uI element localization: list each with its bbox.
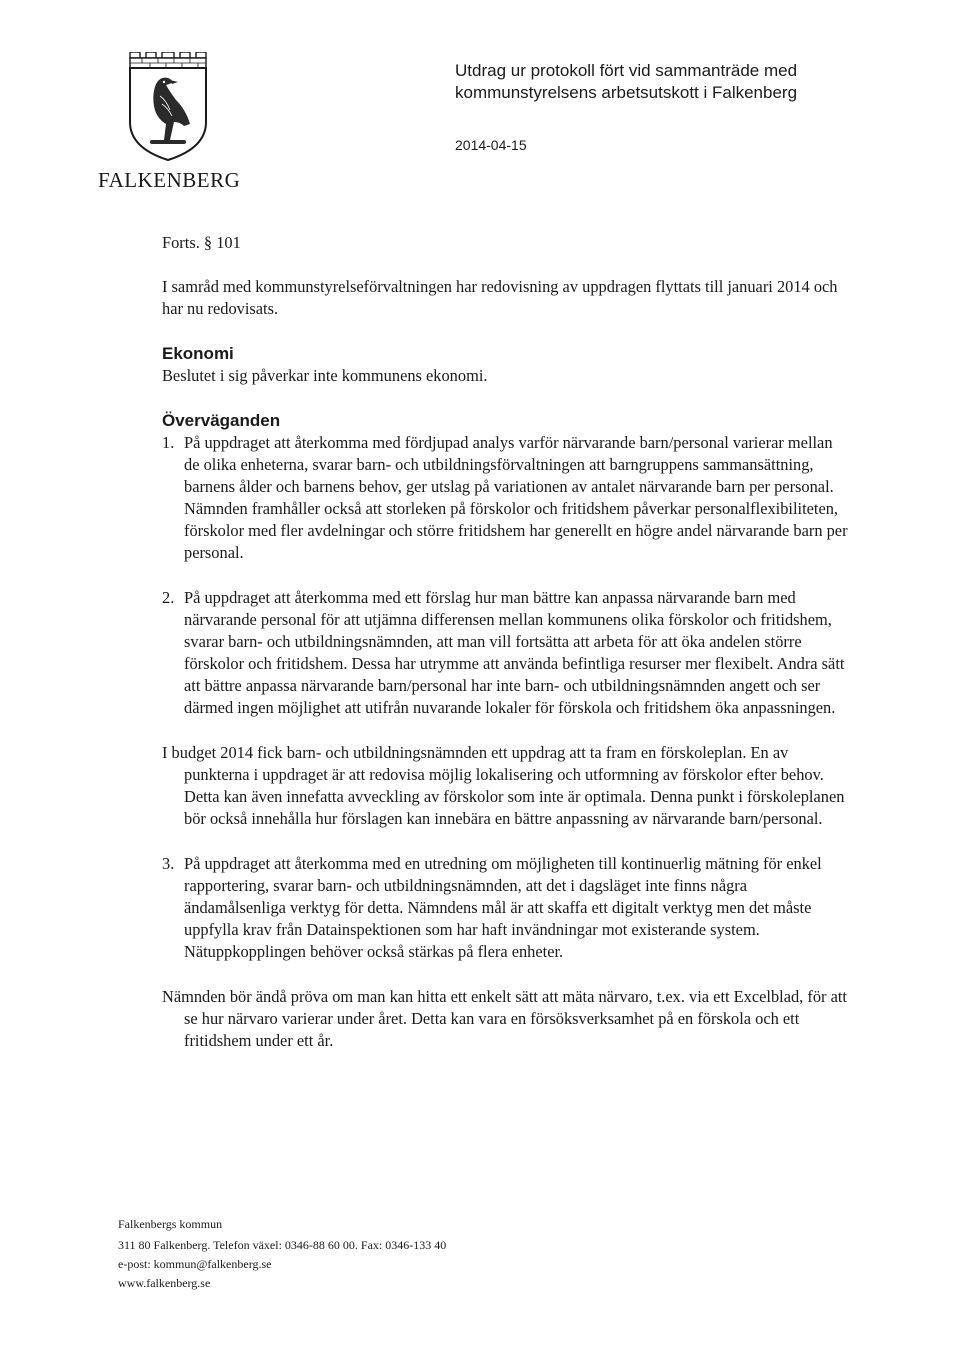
item-text: På uppdraget att återkomma med en utredning om möjligheten till kontinuerlig mätning för enkel rapportering, svarar barn- och utbildningsnämnden, att det i dagsläget inte finns några ändamålsenliga verktyg för detta. Nämndens mål är att skaffa ett digitalt verktyg men det måste uppfylla krav från Datainspektionen som har haft invändningar mot existerande system. Nätuppkopplingen behöver också stärkas på flera enheter. — [184, 854, 822, 961]
consideration-item — [162, 587, 852, 719]
item-number: 1. — [162, 433, 175, 452]
municipality-name: FALKENBERG — [98, 168, 241, 192]
item-text: På uppdraget att återkomma med fördjupad analys varför närvarande barn/personal varierar mellan de olika enheterna, svarar barn- och utbildningsförvaltningen att barngruppens sammansättning, barnens ålder och barnens behov, ger utslag på variationen av antalet närvarande barn per personal. Nämnden framhåller också att storleken på förskolor och fritidshem påverkar personalflexibiliteten, förskolor med fler avdelningar och större fritidshem har generellt en högre andel närvarande barn per personal. — [184, 433, 848, 562]
footer-organization: Falkenbergs kommun — [118, 1217, 223, 1231]
intro-paragraph: I samråd med kommunstyrelseförvaltningen har redovisning av uppdragen flyttats till januari 2014 och har nu redovisats. — [162, 277, 838, 318]
protocol-title — [455, 60, 797, 104]
item-text: På uppdraget att återkomma med ett förslag hur man bättre kan anpassa närvarande barn med närvarande personal för att utjämna differensen mellan kommunens olika förskolor och fritidshem, svarar barn- och utbildningsnämnden, att man vill fortsätta att arbeta för att öka andelen större förskolor och fritidshem. Dessa har utrymme att använda befintliga resurser mer flexibelt. Andra sätt att bättre anpassa närvarande barn/personal har inte barn- och utbildningsnämnden angett och ser därmed ingen möjlighet att utifrån nuvarande lokaler för förskola och fritidshem öka anpassningen. — [184, 588, 845, 717]
economy-heading: Ekonomi — [162, 344, 234, 363]
budget-paragraph: I budget 2014 fick barn- och utbildningsnämnden ett uppdrag att ta fram en förskoleplan. En av punkterna i uppdraget är att redovisa möjlig lokalisering och utformning av förskolor efter behov. Detta kan även innefatta avveckling av förskolor som inte är optimala. Denna punkt i förskoleplanen bör också innehålla hur förslagen kan innebära en bättre anpassning av närvarande barn/personal. — [162, 743, 845, 828]
protocol-title-line1: Utdrag ur protokoll fört vid sammanträde med — [455, 61, 798, 80]
falkenberg-coat-of-arms — [126, 52, 210, 162]
consideration-item — [162, 432, 852, 564]
item-number: 2. — [162, 588, 175, 607]
footer-email: e-post: kommun@falkenberg.se — [118, 1257, 272, 1271]
meeting-date: 2014-04-15 — [455, 137, 527, 153]
footer-address: 311 80 Falkenberg. Telefon växel: 0346-88 60 00. Fax: 0346-133 40 — [118, 1238, 447, 1252]
consideration-item — [162, 853, 852, 963]
considerations-heading: Överväganden — [162, 411, 281, 430]
closing-paragraph: Nämnden bör ändå pröva om man kan hitta ett enkelt sätt att mäta närvaro, t.ex. via ett Excelblad, för att se hur närvaro varierar under året. Detta kan vara en försöksverksamhet på en förskola och ett fritidshem under ett år. — [162, 987, 847, 1050]
document-body — [162, 232, 852, 1052]
economy-section — [162, 343, 852, 387]
item-number: 3. — [162, 854, 175, 873]
page-footer — [118, 1215, 446, 1293]
paragraph-reference: Forts. § 101 — [162, 233, 241, 252]
economy-text: Beslutet i sig påverkar inte kommunens ekonomi. — [162, 366, 488, 385]
protocol-title-line2: kommunstyrelsens arbetsutskott i Falkenberg — [455, 83, 798, 102]
footer-website: www.falkenberg.se — [118, 1276, 211, 1290]
